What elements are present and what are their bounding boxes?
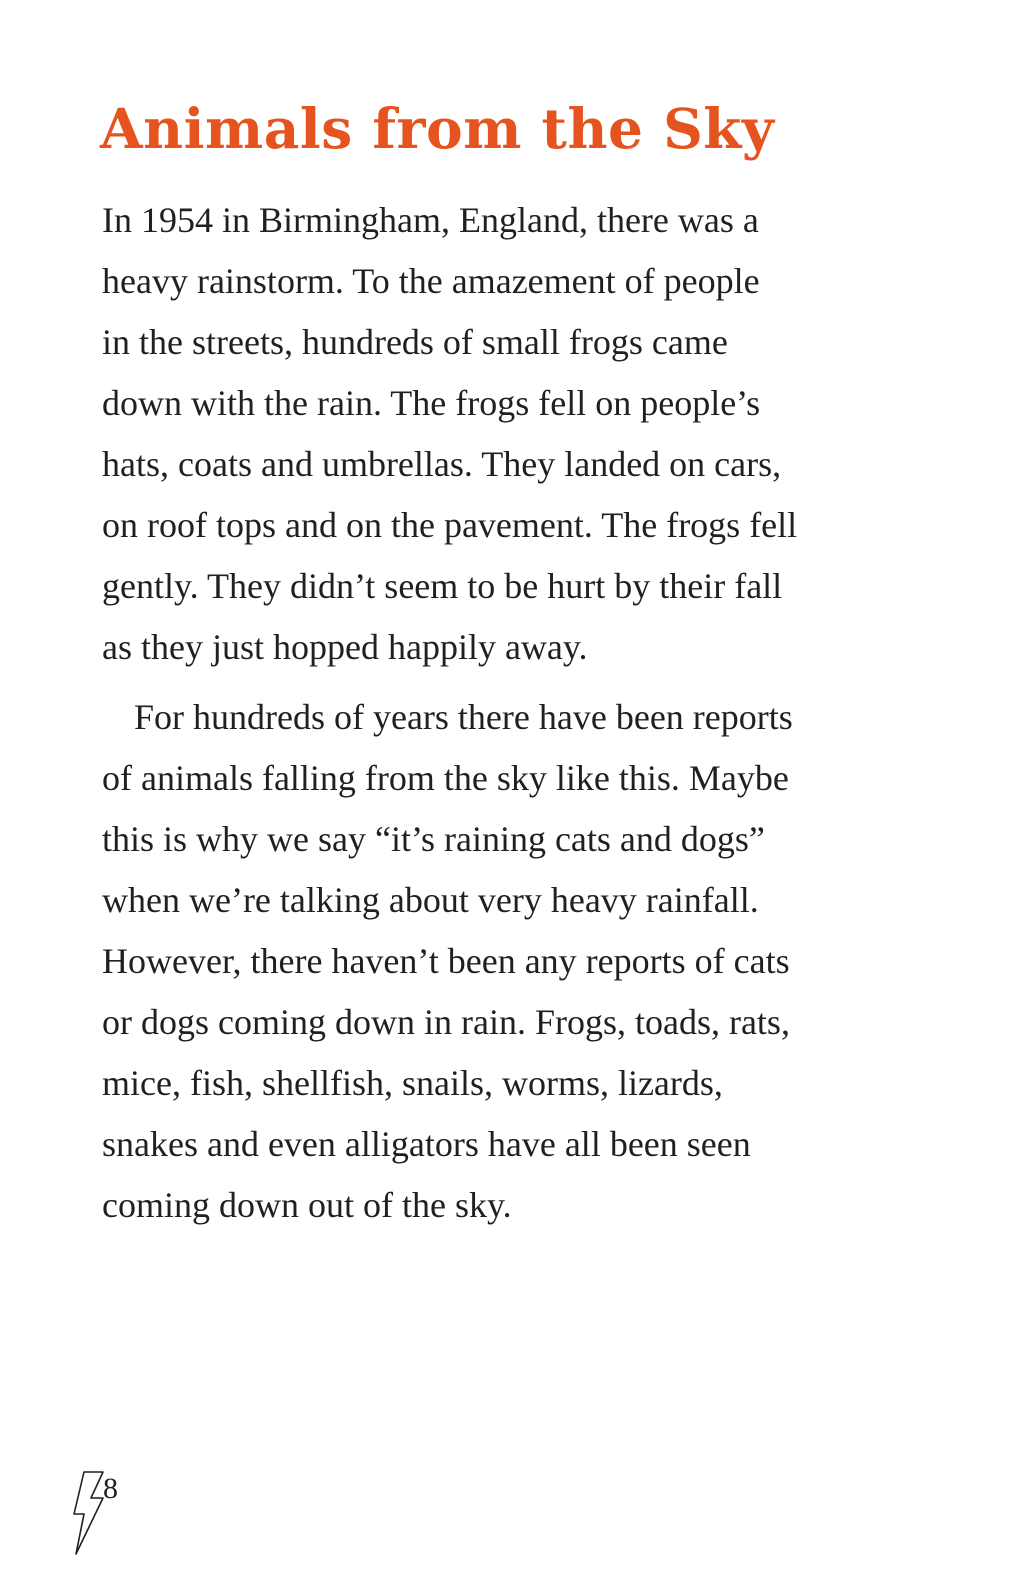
text-line: as they just hopped happily away. [102, 627, 588, 667]
text-line: on roof tops and on the pavement. The frogs fell [102, 505, 798, 545]
text-line: of animals falling from the sky like this. Maybe [102, 758, 789, 798]
page-title: Animals from the Sky [100, 96, 775, 161]
text-line: hats, coats and umbrellas. They landed on cars, [102, 444, 782, 484]
text-line: this is why we say “it’s raining cats and dogs” [102, 819, 765, 859]
paragraph-2 [102, 687, 932, 1236]
page-number: 8 [103, 1472, 118, 1505]
lightning-bolt-icon [70, 1470, 106, 1556]
text-line: heavy rainstorm. To the amazement of people [102, 261, 760, 301]
page-footer [70, 1470, 130, 1560]
text-line: coming down out of the sky. [102, 1185, 512, 1225]
text-line: when we’re talking about very heavy rainfall. [102, 880, 759, 920]
paragraph-1 [102, 190, 932, 678]
text-line: or dogs coming down in rain. Frogs, toads, rats, [102, 1002, 790, 1042]
text-line: mice, fish, shellfish, snails, worms, lizards, [102, 1063, 723, 1103]
text-line: snakes and even alligators have all been seen [102, 1124, 751, 1164]
text-line: gently. They didn’t seem to be hurt by their fall [102, 566, 783, 606]
text-line: However, there haven’t been any reports of cats [102, 941, 790, 981]
text-line: For hundreds of years there have been reports [134, 697, 793, 737]
text-line: In 1954 in Birmingham, England, there was a [102, 200, 759, 240]
text-line: down with the rain. The frogs fell on people’s [102, 383, 761, 423]
text-line: in the streets, hundreds of small frogs came [102, 322, 728, 362]
